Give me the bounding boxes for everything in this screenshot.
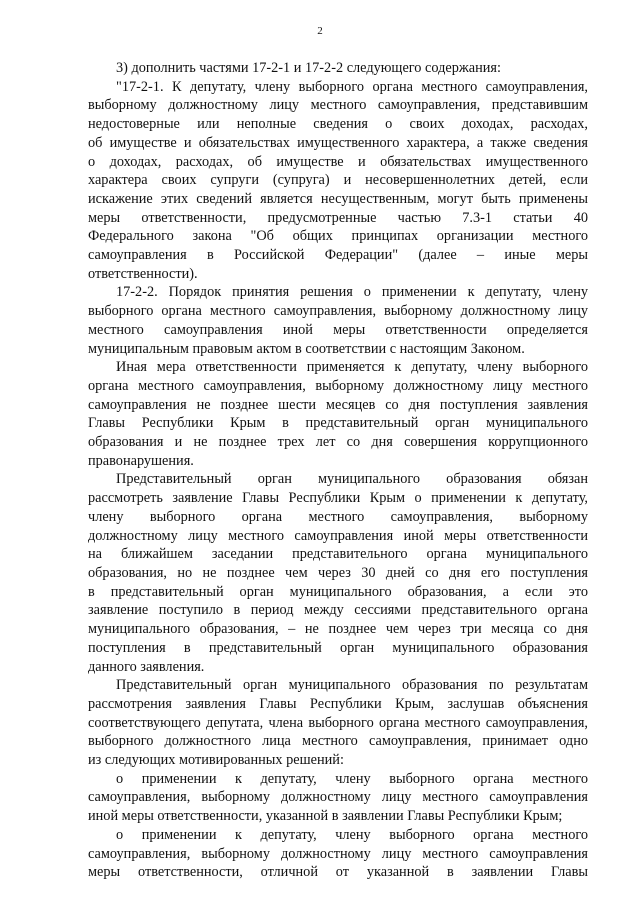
text-line: об имуществе и обязательствах имущественного характера, а также сведения (88, 134, 588, 151)
text-line: правонарушения. (88, 452, 194, 469)
text-line: рассмотреть заявление Главы Республики Крым о применении к депутату, (88, 490, 588, 507)
text-line: Представительный орган муниципального образования обязан (116, 471, 588, 488)
text-line: члену выборного органа местного самоуправления, выборному (88, 508, 588, 525)
text-line: самоуправления, выборному должностному лицу местного самоуправления (88, 845, 588, 862)
text-line: выборному должностному лицу местного самоуправления, представившим (88, 97, 588, 114)
paragraph (88, 358, 588, 470)
text-line: 3) дополнить частями 17-2-1 и 17-2-2 следующего содержания: (116, 60, 501, 76)
text-line: Главы Республики Крым в представительный орган муниципального (88, 415, 588, 432)
text-line: о применении к депутату, члену выборного органа местного (116, 770, 588, 787)
text-line: "17-2-1. К депутату, члену выборного органа местного самоуправления, (116, 78, 588, 95)
paragraph (88, 770, 588, 826)
text-line: образования и не позднее трех лет со дня совершения коррупционного (88, 434, 588, 451)
text-line: Федерального закона "Об общих принципах организации местного (88, 228, 588, 245)
text-line: о доходах, расходах, об имуществе и обязательствах имущественного (88, 153, 588, 170)
text-line: местного самоуправления иной меры ответственности определяется (88, 321, 588, 338)
text-line: искажение этих сведений является несущественным, могут быть применены (88, 190, 588, 207)
text-line: меры ответственности, предусмотренные частью 7.3-1 статьи 40 (88, 209, 588, 226)
text-line: должностному лицу местного самоуправления иной меры ответственности (88, 527, 588, 544)
page-number: 2 (317, 25, 323, 37)
text-line: недостоверные или неполные сведения о своих доходах, расходах, (88, 116, 588, 133)
text-line: соответствующего депутата, члена выборного органа местного самоуправления, (88, 714, 588, 731)
text-line: 17-2-2. Порядок принятия решения о применении к депутату, члену (116, 284, 588, 301)
text-line: на ближайшем заседании представительного органа муниципального (88, 546, 588, 563)
text-line: ответственности). (88, 265, 198, 282)
text-line: в представительный орган муниципального образования, а если это (88, 583, 588, 600)
text-line: заявление поступило в период между сессиями представительного органа (88, 602, 588, 619)
paragraph (88, 59, 588, 78)
text-line: муниципального образования, – не позднее чем через три месяца со дня (88, 621, 588, 638)
document-body (88, 59, 588, 882)
paragraph (88, 78, 588, 284)
paragraph (88, 676, 588, 770)
text-line: самоуправления в Российской Федерации" (далее – иные меры (88, 247, 588, 264)
text-line: выборного должностного лица местного самоуправления, принимает одно (88, 733, 588, 750)
text-line: образования, но не позднее чем через 30 дней со дня его поступления (88, 564, 588, 581)
paragraph (88, 826, 588, 882)
text-line: характера своих супруги (супруга) и несовершеннолетних детей, если (88, 172, 588, 189)
text-line: муниципальным правовым актом в соответствии с настоящим Законом. (88, 340, 525, 357)
text-line: иной меры ответственности, указанной в заявлении Главы Республики Крым; (88, 808, 563, 825)
text-line: рассмотрения заявления Главы Республики Крым, заслушав объяснения (88, 695, 588, 712)
text-line: самоуправления не позднее шести месяцев со дня поступления заявления (88, 396, 588, 413)
text-line: данного заявления. (88, 658, 205, 675)
text-line: Иная мера ответственности применяется к депутату, члену выборного (116, 359, 588, 376)
text-line: Представительный орган муниципального образования по результатам (116, 677, 588, 694)
text-line: из следующих мотивированных решений: (88, 752, 344, 769)
text-line: поступления в представительный орган муниципального образования (88, 639, 588, 656)
text-line: органа местного самоуправления, выборному должностному лицу местного (88, 377, 588, 394)
paragraph (88, 283, 588, 358)
text-line: выборного органа местного самоуправления, выборному должностному лицу (88, 303, 588, 320)
paragraph (88, 470, 588, 676)
text-line: меры ответственности, отличной от указанной в заявлении Главы (88, 864, 588, 881)
text-line: самоуправления, выборному должностному лицу местного самоуправления (88, 789, 588, 806)
text-line: о применении к депутату, члену выборного органа местного (116, 826, 588, 843)
